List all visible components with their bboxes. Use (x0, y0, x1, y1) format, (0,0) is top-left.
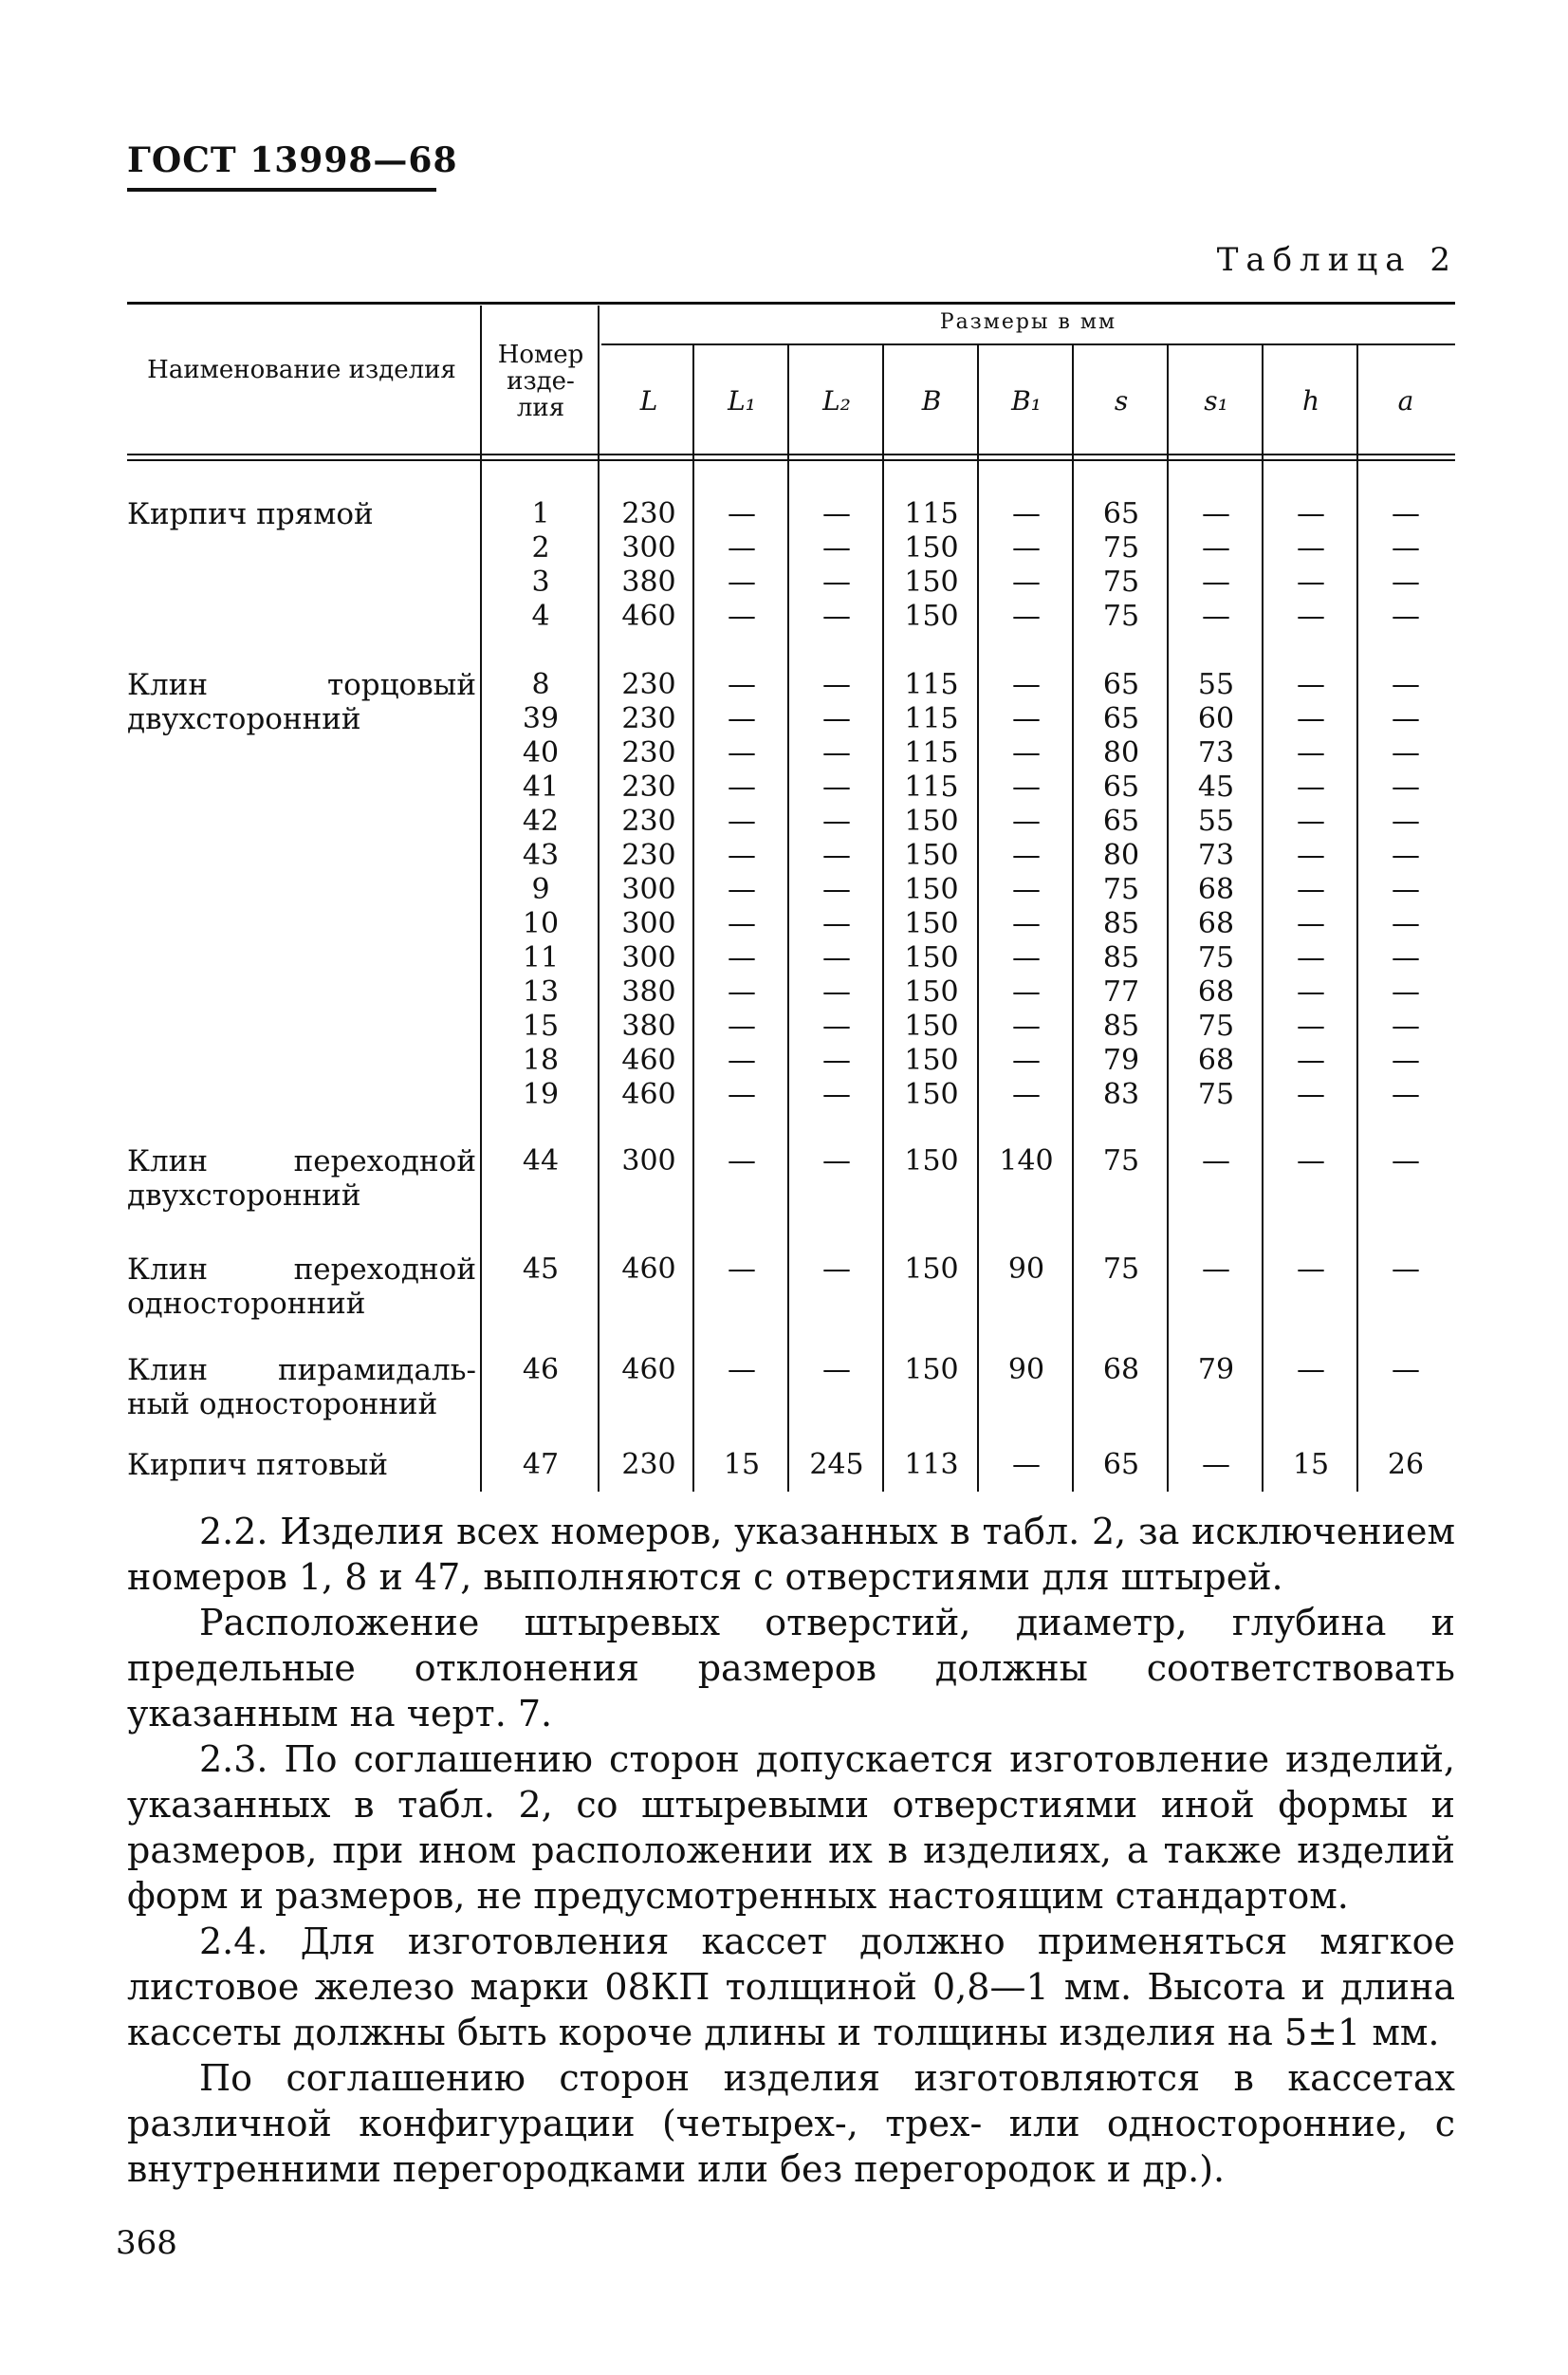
dim-header: a (1397, 385, 1414, 417)
dimension-cell: — (822, 907, 851, 940)
dimension-cell: — (1392, 873, 1420, 906)
dimension-cell: 68 (1102, 1353, 1140, 1386)
page-number: 368 (116, 2224, 177, 2262)
dimension-cell: — (728, 975, 756, 1009)
dimension-cell: 80 (1102, 736, 1140, 770)
dim-header: L₁ (728, 385, 756, 417)
dimension-cell: — (1297, 770, 1325, 804)
dimension-cell: — (1012, 1010, 1041, 1043)
dimension-cell: — (822, 770, 851, 804)
paragraph-text: 2.3. По соглашению сторон допускается изготовление изделий, указанных в табл. 2, со штыревыми отверстиями иной формы и размеров, при ином расположении их в изделиях, а также изделий форм и размеров, не предусмотренных настоящим стандартом. (127, 1738, 1455, 1917)
dimension-cell: — (1012, 1078, 1041, 1111)
product-number-cell: 46 (522, 1353, 560, 1386)
dimension-cell: — (1012, 736, 1041, 770)
dimension-cell: 230 (621, 839, 676, 872)
dimension-cell: 75 (1102, 1144, 1140, 1178)
dimension-cell: 115 (904, 668, 959, 701)
product-number-cell: 13 (522, 975, 560, 1009)
dim-header: s (1114, 385, 1129, 417)
dimension-cell: 83 (1102, 1078, 1140, 1111)
dimension-cell: 75 (1197, 1010, 1235, 1043)
dimension-cell: 300 (621, 873, 676, 906)
dimension-cell: — (1012, 702, 1041, 735)
dimension-cell: 75 (1102, 566, 1140, 599)
dimension-cell: 150 (904, 839, 959, 872)
dimension-cell: — (728, 497, 756, 530)
dimension-cell: — (822, 941, 851, 974)
product-name: Клин торцовый двухсторонний (127, 668, 476, 736)
dimension-cell: 73 (1197, 839, 1235, 872)
dimension-cell: — (822, 839, 851, 872)
dimension-cell: 85 (1102, 941, 1140, 974)
dimension-cell: — (1297, 600, 1325, 633)
dimension-cell: — (1297, 975, 1325, 1009)
dimension-cell: — (1297, 873, 1325, 906)
dimension-cell: — (1392, 907, 1420, 940)
dimension-cell: 460 (621, 1252, 676, 1286)
dimension-cell: — (822, 600, 851, 633)
dimension-cell: — (1012, 1044, 1041, 1077)
dimension-cell: — (1297, 839, 1325, 872)
dimension-cell: 90 (1007, 1252, 1045, 1286)
dimension-cell: — (728, 805, 756, 838)
dimension-cell: 45 (1197, 770, 1235, 804)
dimension-cell: — (1012, 600, 1041, 633)
dimension-cell: 68 (1197, 1044, 1235, 1077)
product-name: Клин переходной односторонний (127, 1252, 476, 1321)
dimension-cell: — (728, 1144, 756, 1178)
dimension-cell: — (1392, 805, 1420, 838)
col-header-name: Наименование изделия (147, 356, 456, 384)
dimension-cell: 150 (904, 873, 959, 906)
paragraph-text: По соглашению сторон изделия изготовляются в кассетах различной конфигурации (четырех-, трех- или односторонние, с внутренними перегородками или без перегородок и др.). (127, 2057, 1455, 2190)
header-bottom-rule-2 (127, 459, 1455, 461)
dimension-cell: — (822, 1353, 851, 1386)
product-number-cell: 45 (522, 1252, 560, 1286)
dimension-cell: — (1392, 941, 1420, 974)
paragraph-2-4 (127, 1919, 1455, 2055)
dimension-cell: — (822, 531, 851, 565)
dimension-cell: — (728, 839, 756, 872)
dimension-cell: 230 (621, 497, 676, 530)
dim-header: B (921, 385, 942, 417)
dimension-cell: — (1202, 600, 1230, 633)
dimension-cell: — (1012, 907, 1041, 940)
dimension-cell: — (822, 975, 851, 1009)
dimension-cell: 150 (904, 600, 959, 633)
dimension-cell: — (1297, 736, 1325, 770)
dimension-cell: 460 (621, 1044, 676, 1077)
dimension-cell: — (1202, 566, 1230, 599)
dimension-cell: — (822, 1252, 851, 1286)
dimension-cell: — (1202, 1448, 1230, 1481)
product-number-cell: 15 (522, 1010, 560, 1043)
dimension-cell: 68 (1197, 907, 1235, 940)
document-code: ГОСТ 13998—68 (127, 140, 458, 180)
dim-header: L₂ (822, 385, 851, 417)
dimension-cell: 230 (621, 1448, 676, 1481)
dimension-cell: — (822, 1044, 851, 1077)
product-number-cell: 19 (522, 1078, 560, 1111)
dimension-cell: — (1202, 1252, 1230, 1286)
dimension-cell: — (1392, 531, 1420, 565)
dimension-cell: 115 (904, 702, 959, 735)
dimension-cell: — (1297, 497, 1325, 530)
product-number-cell: 43 (522, 839, 560, 872)
dim-header: L (639, 385, 658, 417)
dimension-cell: — (822, 1144, 851, 1178)
dimension-cell: 150 (904, 566, 959, 599)
dimension-cell: 15 (723, 1448, 761, 1481)
header-rule (127, 188, 436, 192)
dimension-cell: 115 (904, 736, 959, 770)
dimension-cell: — (1392, 736, 1420, 770)
dimension-cell: 55 (1197, 668, 1235, 701)
dimension-cell: 65 (1102, 702, 1140, 735)
dimension-cell: 300 (621, 941, 676, 974)
dimension-cell: — (728, 1044, 756, 1077)
paragraph-2-2 (127, 1509, 1455, 1600)
dimension-cell: 380 (621, 566, 676, 599)
product-number-cell: 44 (522, 1144, 560, 1178)
dimension-cell: 65 (1102, 770, 1140, 804)
product-number-cell: 11 (522, 941, 560, 974)
table-top-rule (127, 302, 1455, 305)
dimension-cell: — (1012, 839, 1041, 872)
dimension-cell: — (1392, 497, 1420, 530)
dimension-cell: — (822, 497, 851, 530)
dimension-cell: 380 (621, 975, 676, 1009)
dimension-cell: — (822, 702, 851, 735)
dimension-cell: — (1297, 1252, 1325, 1286)
product-number-cell: 47 (522, 1448, 560, 1481)
dimension-cell: — (728, 1353, 756, 1386)
product-number-cell: 41 (522, 770, 560, 804)
dimension-cell: 115 (904, 770, 959, 804)
product-number-cell: 18 (522, 1044, 560, 1077)
col-header-number: Номер изде-лия (497, 341, 584, 422)
dimension-cell: 77 (1102, 975, 1140, 1009)
dimension-cell: — (1392, 702, 1420, 735)
dimension-cell: — (728, 907, 756, 940)
paragraph-2-3 (127, 1736, 1455, 1919)
dimension-cell: — (1392, 975, 1420, 1009)
header-bottom-rule (127, 454, 1455, 455)
dimension-cell: — (822, 736, 851, 770)
dimension-cell: 230 (621, 770, 676, 804)
dimension-cell: — (1297, 1353, 1325, 1386)
dimension-cell: — (1012, 531, 1041, 565)
dimension-cell: — (822, 1010, 851, 1043)
sizes-header: Размеры в мм (939, 310, 1117, 334)
dimension-cell: — (1392, 1252, 1420, 1286)
dimension-cell: 150 (904, 531, 959, 565)
dimension-cell: — (1392, 1144, 1420, 1178)
dimension-cell: — (1012, 941, 1041, 974)
dimension-cell: 150 (904, 1252, 959, 1286)
dimension-cell: — (1297, 1010, 1325, 1043)
dimension-cell: — (1012, 497, 1041, 530)
dimension-cell: — (728, 873, 756, 906)
dimension-cell: 150 (904, 1010, 959, 1043)
dim-header: h (1301, 385, 1320, 417)
dimension-cell: — (728, 941, 756, 974)
dimension-cell: 75 (1197, 941, 1235, 974)
dimension-cell: — (1297, 1144, 1325, 1178)
dimension-cell: 115 (904, 497, 959, 530)
dimension-cell: 26 (1387, 1448, 1425, 1481)
product-number-cell: 1 (531, 497, 550, 530)
table-caption: Таблица 2 (1216, 241, 1458, 279)
dimension-cell: — (1392, 770, 1420, 804)
product-number-cell: 8 (531, 668, 550, 701)
product-number-cell: 40 (522, 736, 560, 770)
dimension-cell: 73 (1197, 736, 1235, 770)
dimension-cell: — (1202, 531, 1230, 565)
dimension-cell: — (1392, 1078, 1420, 1111)
dimension-cell: 65 (1102, 497, 1140, 530)
dim-header: s₁ (1204, 385, 1228, 417)
dimension-cell: — (728, 736, 756, 770)
dimension-cell: — (1297, 1078, 1325, 1111)
dimension-cell: 300 (621, 907, 676, 940)
dimension-cell: 68 (1197, 873, 1235, 906)
dimension-cell: — (822, 805, 851, 838)
dimension-cell: — (822, 668, 851, 701)
paragraph-text: 2.2. Изделия всех номеров, указанных в табл. 2, за исключением номеров 1, 8 и 47, выполняются с отверстиями для штырей. (127, 1511, 1455, 1598)
dimension-cell: — (822, 1078, 851, 1111)
dimension-cell: — (728, 770, 756, 804)
column-rule (480, 306, 482, 1492)
dimension-cell: — (1297, 1044, 1325, 1077)
dimension-cell: — (1297, 702, 1325, 735)
dimension-cell: — (1012, 805, 1041, 838)
dimension-cell: — (1012, 668, 1041, 701)
dimension-cell: — (1297, 531, 1325, 565)
dimension-cell: 230 (621, 702, 676, 735)
dimension-cell: — (1392, 1044, 1420, 1077)
dimension-cell: 380 (621, 1010, 676, 1043)
dimension-cell: 140 (999, 1144, 1054, 1178)
paragraph-text: Расположение штыревых отверстий, диаметр, глубина и предельные отклонения размеров должны соответствовать указанным на черт. 7. (127, 1602, 1455, 1735)
dimension-cell: — (1392, 600, 1420, 633)
dimension-cell: 65 (1102, 668, 1140, 701)
dimension-cell: 230 (621, 805, 676, 838)
dim-header: B₁ (1011, 385, 1042, 417)
dimension-cell: — (728, 531, 756, 565)
dimension-cell: — (1392, 1010, 1420, 1043)
paragraph-text: 2.4. Для изготовления кассет должно применяться мягкое листовое железо марки 08КП толщиной 0,8—1 мм. Высота и длина кассеты должны быть короче длины и толщины изделия на 5±1 мм. (127, 1920, 1455, 2053)
product-name: Кирпич пятовый (127, 1448, 388, 1482)
dimension-cell: — (1297, 805, 1325, 838)
dimension-cell: — (728, 1252, 756, 1286)
dimension-cell: 300 (621, 531, 676, 565)
dimension-cell: — (1392, 668, 1420, 701)
product-number-cell: 9 (531, 873, 550, 906)
dimension-cell: — (728, 600, 756, 633)
dimension-cell: 75 (1197, 1078, 1235, 1111)
dimension-cell: 150 (904, 941, 959, 974)
dimension-cell: 460 (621, 1078, 676, 1111)
product-number-cell: 3 (531, 566, 550, 599)
dimension-cell: — (728, 702, 756, 735)
product-number-cell: 10 (522, 907, 560, 940)
dimension-cell: — (728, 1010, 756, 1043)
dimension-cell: 245 (809, 1448, 864, 1481)
paragraph-cassettes (127, 2055, 1455, 2192)
dimension-cell: 65 (1102, 805, 1140, 838)
dimension-cell: 75 (1102, 873, 1140, 906)
dimension-cell: — (1297, 566, 1325, 599)
product-number-cell: 42 (522, 805, 560, 838)
dimension-cell: 85 (1102, 907, 1140, 940)
dimension-cell: — (728, 566, 756, 599)
dimension-cell: 68 (1197, 975, 1235, 1009)
dimension-cell: — (728, 1078, 756, 1111)
product-number-cell: 39 (522, 702, 560, 735)
paragraph-holes (127, 1600, 1455, 1736)
dimension-cell: 60 (1197, 702, 1235, 735)
dimension-cell: 80 (1102, 839, 1140, 872)
dimension-cell: 150 (904, 1144, 959, 1178)
product-number-cell: 2 (531, 531, 550, 565)
column-rule (598, 306, 600, 1492)
dimension-cell: 460 (621, 600, 676, 633)
dimension-cell: — (1392, 839, 1420, 872)
dimension-cell: 90 (1007, 1353, 1045, 1386)
dimension-cell: 55 (1197, 805, 1235, 838)
dimension-cell: 85 (1102, 1010, 1140, 1043)
product-name: Клин пирамидаль-ный односторонний (127, 1353, 476, 1421)
dimension-cell: 150 (904, 907, 959, 940)
dimension-cell: 79 (1197, 1353, 1235, 1386)
dimension-cell: 150 (904, 975, 959, 1009)
dimension-cell: 75 (1102, 531, 1140, 565)
product-name: Клин переходной двухсторонний (127, 1144, 476, 1213)
dimension-cell: 113 (904, 1448, 959, 1481)
product-number-cell: 4 (531, 600, 550, 633)
dimension-cell: 65 (1102, 1448, 1140, 1481)
dimension-cell: — (1202, 1144, 1230, 1178)
dimension-cell: 79 (1102, 1044, 1140, 1077)
dimension-cell: 150 (904, 1044, 959, 1077)
dimension-cell: 300 (621, 1144, 676, 1178)
dimension-cell: — (1297, 668, 1325, 701)
dimension-cell: 150 (904, 805, 959, 838)
dimension-cell: — (1392, 566, 1420, 599)
dimension-cell: — (1392, 1353, 1420, 1386)
dimension-cell: 75 (1102, 1252, 1140, 1286)
dimension-cell: — (728, 668, 756, 701)
dimension-cell: — (822, 566, 851, 599)
dimension-cell: — (1012, 566, 1041, 599)
sizes-subheader-rule (601, 343, 1455, 345)
dimension-cell: — (1012, 975, 1041, 1009)
dimension-cell: 460 (621, 1353, 676, 1386)
dimension-cell: — (1012, 1448, 1041, 1481)
product-name: Кирпич прямой (127, 497, 374, 531)
dimension-cell: — (1297, 941, 1325, 974)
dimension-cell: — (1012, 873, 1041, 906)
dimension-cell: 150 (904, 1353, 959, 1386)
dimension-cell: — (1297, 907, 1325, 940)
dimension-cell: — (1202, 497, 1230, 530)
dimension-cell: 230 (621, 668, 676, 701)
dimension-cell: — (822, 873, 851, 906)
dimension-cell: 15 (1292, 1448, 1330, 1481)
dimension-cell: 230 (621, 736, 676, 770)
dimension-cell: 75 (1102, 600, 1140, 633)
dimension-cell: 150 (904, 1078, 959, 1111)
dimension-cell: — (1012, 770, 1041, 804)
